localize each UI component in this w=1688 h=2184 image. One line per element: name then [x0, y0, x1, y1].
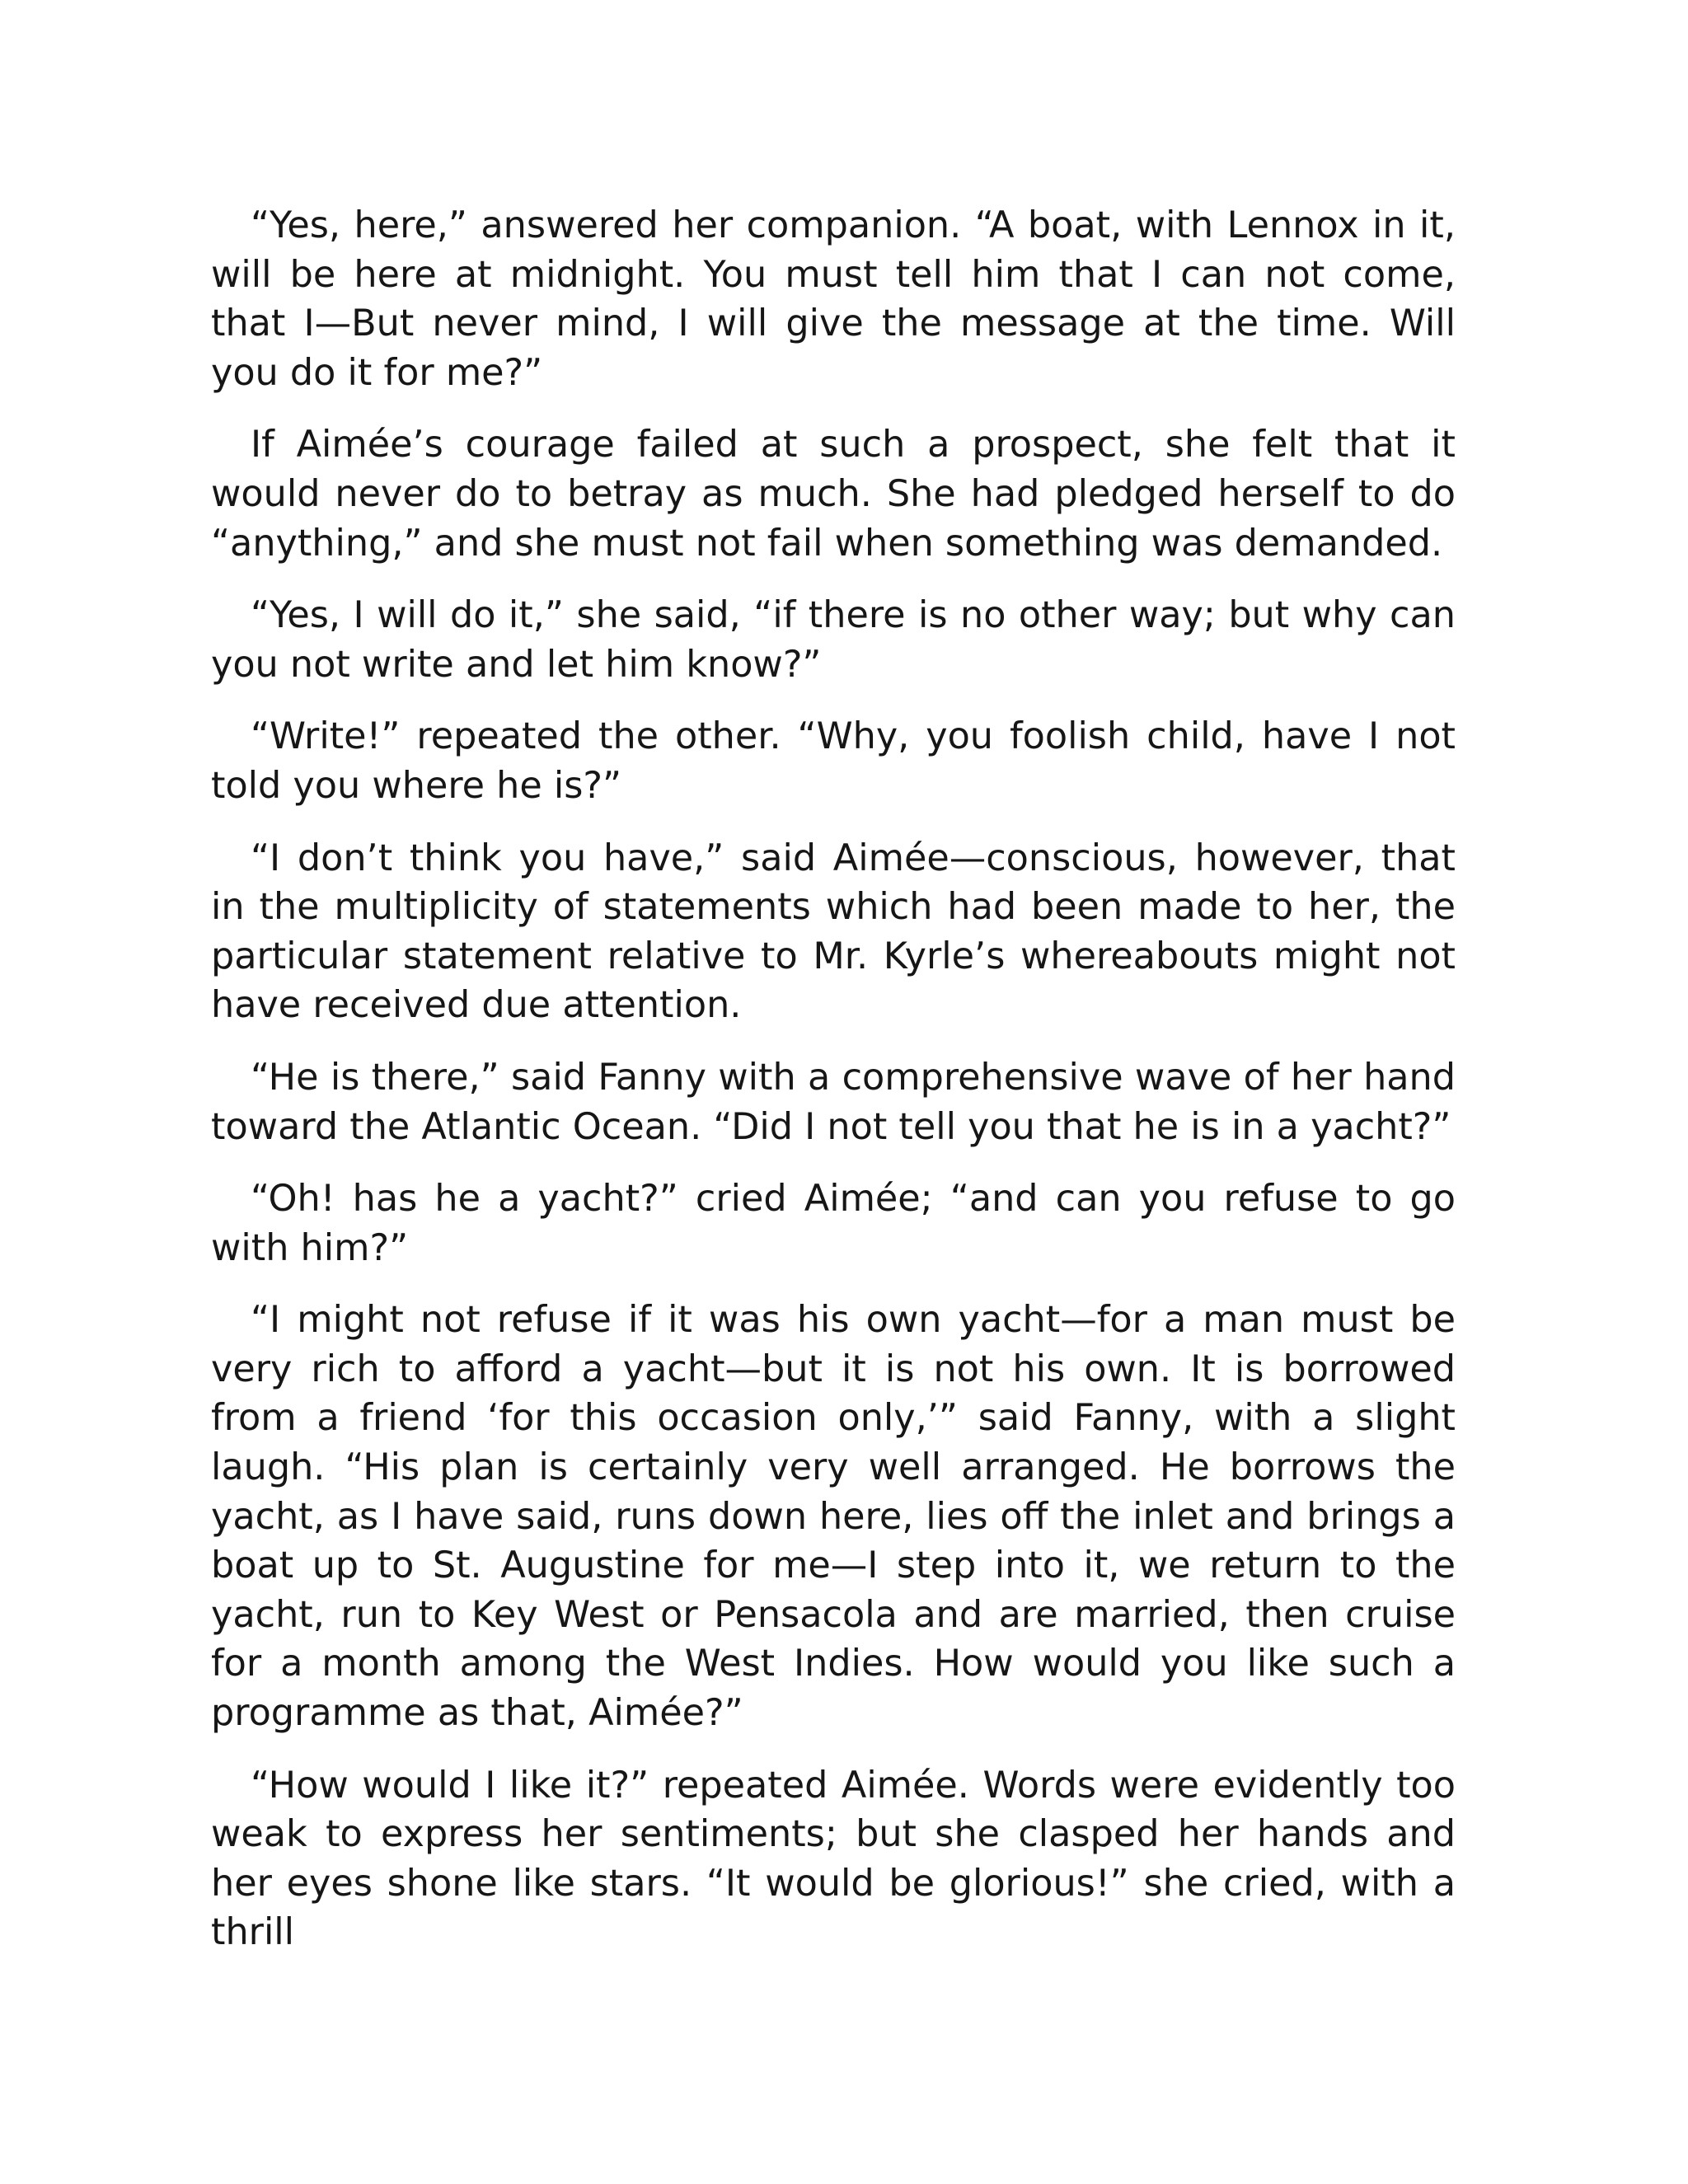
paragraph: “He is there,” said Fanny with a comprehensive wave of her hand toward the Atlantic Ocean. “Did I not tell you that he is in a yacht?”: [211, 1056, 1456, 1148]
paragraph: “I might not refuse if it was his own yacht—for a man must be very rich to afford a yacht—but it is not his own. It is borrowed from a friend ‘for this occasion only,’” said Fanny, with a slight laugh. “His plan is certainly very well arranged. He borrows the yacht, as I have said, runs down here, lies off the inlet and brings a boat up to St. Augustine for me—I step into it, we return to the yacht, run to Key West or Pensacola and are married, then cruise for a month among the West Indies. How would you like such a programme as that, Aimée?”: [211, 1299, 1456, 1735]
paragraph: “I don’t think you have,” said Aimée—conscious, however, that in the multiplicity of statements which had been made to her, the particular statement relative to Mr. Kyrle’s whereabouts might not have received due attention.: [211, 837, 1456, 1027]
paragraph: “Yes, here,” answered her companion. “A boat, with Lennox in it, will be here at midnight. You must tell him that I can not come, that I—But never mind, I will give the message at the time. Will you do it for me?”: [211, 204, 1456, 394]
paragraph: “Write!” repeated the other. “Why, you foolish child, have I not told you where he is?”: [211, 715, 1456, 807]
paragraph: “How would I like it?” repeated Aimée. Words were evidently too weak to express her sentiments; but she clasped her hands and her eyes shone like stars. “It would be glorious!” she cried, with a thrill: [211, 1764, 1456, 1954]
page-text: [211, 201, 1456, 1957]
paragraph: “Oh! has he a yacht?” cried Aimée; “and can you refuse to go with him?”: [211, 1178, 1456, 1269]
paragraph: “Yes, I will do it,” she said, “if there is no other way; but why can you not write and let him know?”: [211, 594, 1456, 686]
paragraph: If Aimée’s courage failed at such a prospect, she felt that it would never do to betray as much. She had pledged herself to do “anything,” and she must not fail when something was demanded.: [211, 424, 1456, 565]
